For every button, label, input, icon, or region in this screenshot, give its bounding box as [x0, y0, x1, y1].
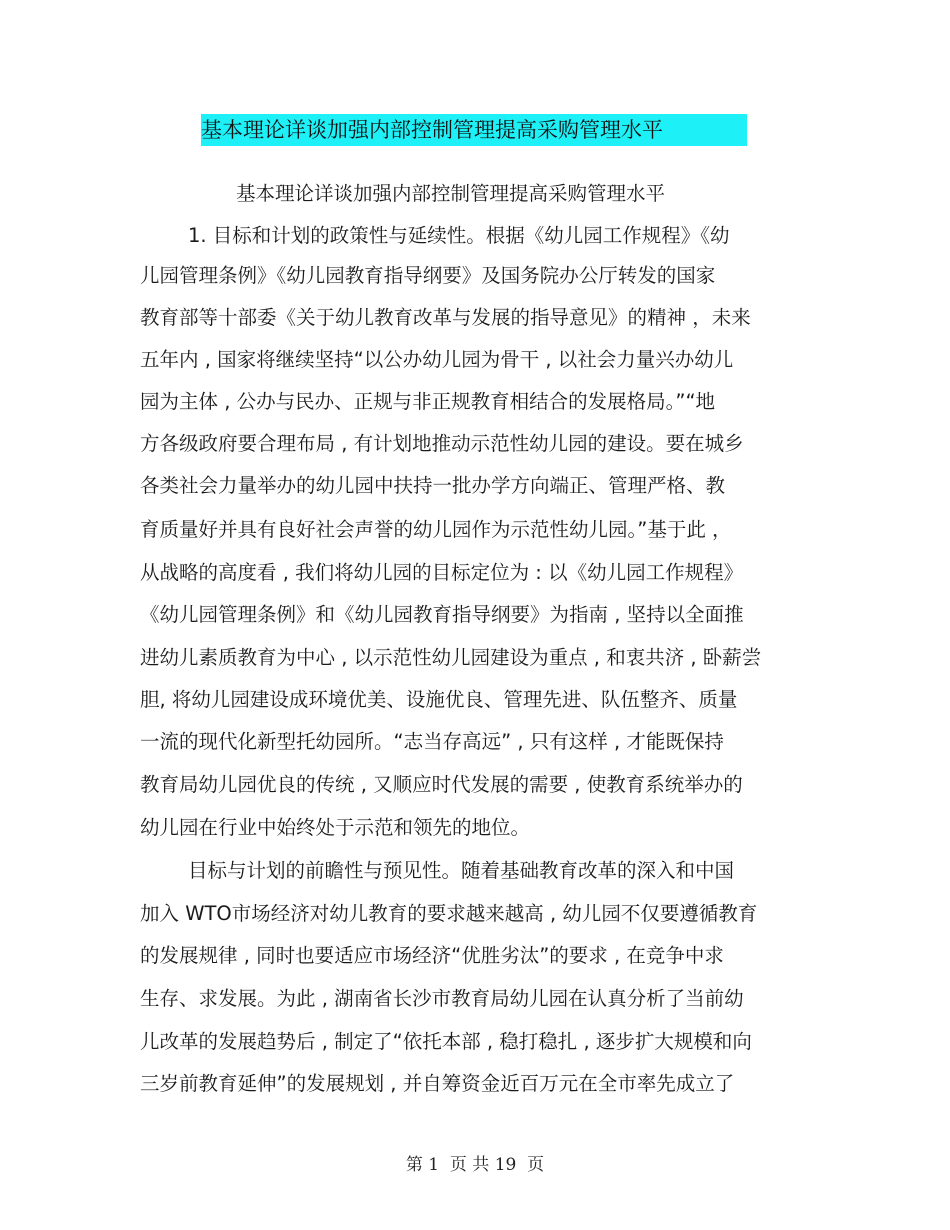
- body-line: 的发展规律 , 同时也要适应市场经济“优胜劣汰”的要求 , 在竞争中求: [140, 944, 724, 967]
- page-number-footer: 第 1 页 共 19 页: [405, 1155, 545, 1175]
- body-line: 加入 WTO市场经济对幼儿教育的要求越来越高 , 幼儿园不仅要遵循教育: [140, 902, 758, 925]
- body-line: 各类社会力量举办的幼儿园中扶持一批办学方向端正、管理严格、教: [140, 474, 726, 497]
- body-line: 儿园管理条例》《幼儿园教育指导纲要》及国务院办公厅转发的国家: [140, 264, 716, 287]
- body-line: 教育局幼儿园优良的传统 , 又顺应时代发展的需要 , 使教育系统举办的: [140, 773, 743, 796]
- body-line: 目标与计划的前瞻性与预见性。随着基础教育改革的深入和中国: [188, 859, 735, 882]
- body-line: 《幼儿园管理条例》和《幼儿园教育指导纲要》为指南 , 坚持以全面推: [140, 603, 744, 626]
- body-line: 幼儿园在行业中始终处于示范和领先的地位。: [140, 816, 531, 839]
- body-line: 三岁前教育延伸”的发展规划 , 并自筹资金近百万元在全市率先成立了: [140, 1072, 735, 1095]
- body-line: 方各级政府要合理布局 , 有计划地推动示范性幼儿园的建设。要在城乡: [140, 432, 744, 455]
- body-line: 园为主体 , 公办与民办、正规与非正规教育相结合的发展格局。”“地: [140, 390, 716, 413]
- document-title: 基本理论详谈加强内部控制管理提高采购管理水平: [201, 118, 663, 142]
- body-line: 育质量好并具有良好社会声誉的幼儿园作为示范性幼儿园。”基于此 ，: [140, 518, 732, 541]
- body-line: 一流的现代化新型托幼园所。“志当存高远” , 只有这样 , 才能既保持: [140, 730, 724, 753]
- body-line: 儿改革的发展趋势后 , 制定了“依托本部 , 稳打稳扎 , 逐步扩大规模和向: [140, 1030, 752, 1053]
- body-line: 进幼儿素质教育为中心 , 以示范性幼儿园建设为重点 , 和衷共济 , 卧薪尝: [140, 646, 762, 669]
- body-line: 生存、求发展。为此 , 湖南省长沙市教育局幼儿园在认真分析了当前幼: [140, 987, 744, 1010]
- document-subtitle: 基本理论详谈加强内部控制管理提高采购管理水平: [236, 182, 666, 205]
- body-line: 五年内 , 国家将继续坚持“以公办幼儿园为骨干 , 以社会力量兴办幼儿: [140, 348, 734, 371]
- body-line: 胆, 将幼儿园建设成环境优美、设施优良、管理先进、队伍整齐、质量: [140, 688, 738, 711]
- body-line: 从战略的高度看 , 我们将幼儿园的目标定位为 : 以《幼儿园工作规程》: [140, 561, 744, 584]
- body-line: 教育部等十部委《关于幼儿教育改革与发展的指导意见》的精神 ，未来: [140, 306, 751, 329]
- body-line: 1. 目标和计划的政策性与延续性。根据《幼儿园工作规程》《幼: [188, 224, 730, 247]
